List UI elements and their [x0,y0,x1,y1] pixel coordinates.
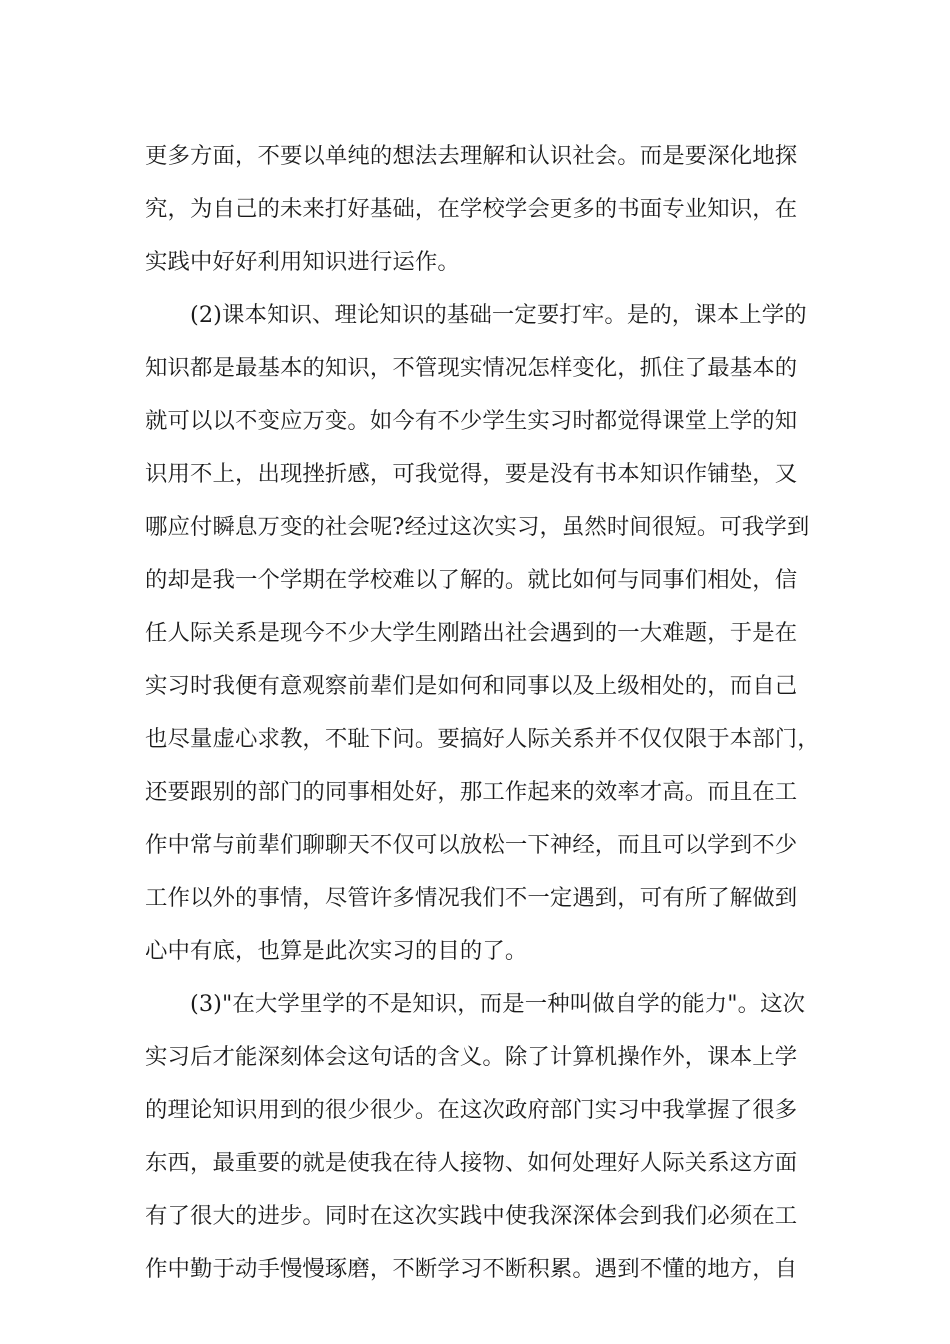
text-line: 就可以以不变应万变。如今有不少学生实习时都觉得课堂上学的知 [145,408,798,434]
text-line: 哪应付瞬息万变的社会呢?经过这次实习，虽然时间很短。可我学到 [145,514,810,540]
text-line: 工作以外的事情，尽管许多情况我们不一定遇到，可有所了解做到 [145,885,798,911]
text-line: 实习时我便有意观察前辈们是如何和同事以及上级相处的，而自己 [145,673,798,699]
text-line: (2)课本知识、理论知识的基础一定要打牢。是的，课本上学的 [145,302,807,328]
text-line: 知识都是最基本的知识，不管现实情况怎样变化，抓住了最基本的 [145,355,798,381]
text-line: 有了很大的进步。同时在这次实践中使我深深体会到我们必须在工 [145,1203,798,1229]
text-line: 究，为自己的未来打好基础，在学校学会更多的书面专业知识，在 [145,196,798,222]
text-line: 作中常与前辈们聊聊天不仅可以放松一下神经，而且可以学到不少 [145,832,798,858]
text-line: 也尽量虚心求教，不耻下问。要搞好人际关系并不仅仅限于本部门， [145,726,820,752]
text-line: 实践中好好利用知识进行运作。 [145,249,460,275]
text-line: 东西，最重要的就是使我在待人接物、如何处理好人际关系这方面 [145,1150,798,1176]
text-line: 的却是我一个学期在学校难以了解的。就比如何与同事们相处，信 [145,567,798,593]
text-line: 还要跟别的部门的同事相处好，那工作起来的效率才高。而且在工 [145,779,798,805]
text-line: (3)"在大学里学的不是知识，而是一种叫做自学的能力"。这次 [145,991,806,1017]
text-line: 更多方面，不要以单纯的想法去理解和认识社会。而是要深化地探 [145,143,798,169]
text-line: 心中有底，也算是此次实习的目的了。 [145,938,528,964]
document-body [145,130,827,1296]
text-line: 作中勤于动手慢慢琢磨，不断学习不断积累。遇到不懂的地方，自 [145,1256,798,1282]
text-line: 实习后才能深刻体会这句话的含义。除了计算机操作外，课本上学 [145,1044,798,1070]
text-line: 的理论知识用到的很少很少。在这次政府部门实习中我掌握了很多 [145,1097,798,1123]
text-line: 识用不上，出现挫折感，可我觉得，要是没有书本知识作铺垫，又 [145,461,798,487]
text-line: 任人际关系是现今不少大学生刚踏出社会遇到的一大难题，于是在 [145,620,798,646]
